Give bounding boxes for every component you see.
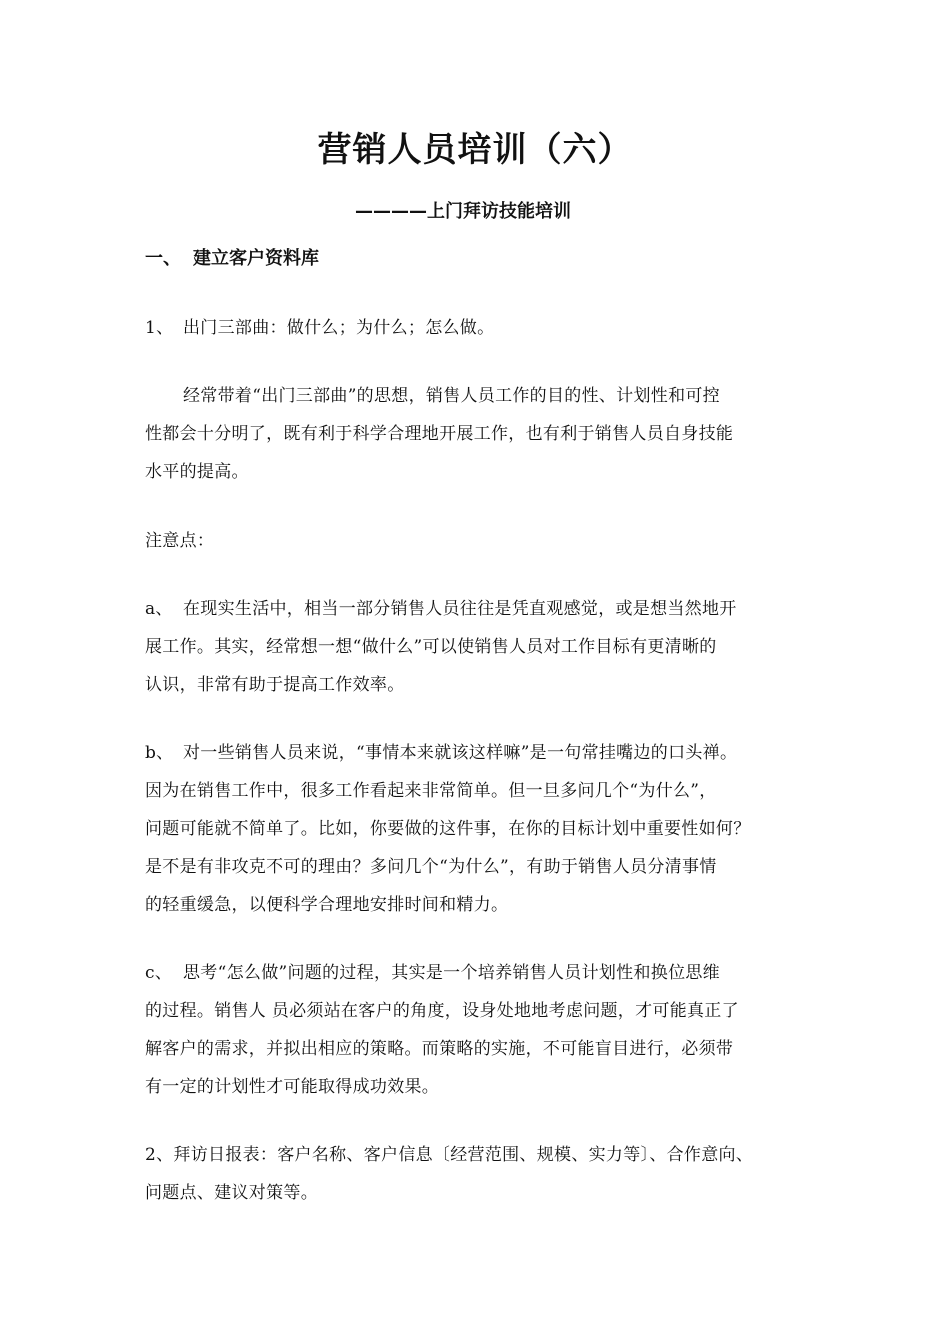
note-a-line-3: 认识，非常有助于提高工作效率。 <box>145 675 405 695</box>
item-1-text: 出门三部曲：做什么；为什么；怎么做。 <box>183 318 495 338</box>
document-title: 营销人员培训（六） <box>317 130 633 170</box>
document-subtitle: ————上门拜访技能培训 <box>355 201 571 222</box>
note-c-line-1 <box>145 961 720 985</box>
note-b-line-1 <box>145 741 737 765</box>
note-c-line-4: 有一定的计划性才可能取得成功效果。 <box>145 1077 440 1097</box>
note-c-text-1: 思考“怎么做”问题的过程，其实是一个培养销售人员计划性和换位思维 <box>183 963 720 983</box>
note-a-text-1: 在现实生活中，相当一部分销售人员往往是凭直观感觉，或是想当然地开 <box>183 599 737 619</box>
note-b-line-3: 问题可能就不简单了。比如，你要做的这件事，在你的目标计划中重要性如何？ <box>145 819 751 839</box>
note-a-marker: a、 <box>145 599 173 619</box>
notes-label: 注意点： <box>145 531 215 551</box>
note-b-line-4: 是不是有非攻克不可的理由？多问几个“为什么”，有助于销售人员分清事情 <box>145 857 717 877</box>
para-1-line-3: 水平的提高。 <box>145 462 249 482</box>
note-b-marker: b、 <box>145 743 174 763</box>
note-a-line-2: 展工作。其实，经常想一想“做什么”可以使销售人员对工作目标有更清晰的 <box>145 637 717 657</box>
note-c-line-3: 解客户的需求，并拟出相应的策略。而策略的实施，不可能盲目进行，必须带 <box>145 1039 734 1059</box>
item-1-marker: 1、 <box>145 318 174 338</box>
section-number: 一、 <box>145 248 181 269</box>
item-2-line-2: 问题点、建议对策等。 <box>145 1183 318 1203</box>
note-b-text-1: 对一些销售人员来说，“事情本来就该这样嘛”是一句常挂嘴边的口头禅。 <box>183 743 738 763</box>
note-c-line-2: 的过程。销售人 员必须站在客户的角度，设身处地地考虑问题，才可能真正了 <box>145 1001 739 1021</box>
note-b-line-2: 因为在销售工作中，很多工作看起来非常简单。但一旦多问几个“为什么”， <box>145 781 717 801</box>
para-1-line-1: 经常带着“出门三部曲”的思想，销售人员工作的目的性、计划性和可控 <box>183 386 720 406</box>
section-title: 建立客户资料库 <box>193 248 319 269</box>
section-heading <box>145 246 319 272</box>
note-c-marker: c、 <box>145 963 173 983</box>
item-1 <box>145 316 494 340</box>
para-1-line-2: 性都会十分明了，既有利于科学合理地开展工作，也有利于销售人员自身技能 <box>145 424 734 444</box>
note-a-line-1 <box>145 597 737 621</box>
note-b-line-5: 的轻重缓急，以便科学合理地安排时间和精力。 <box>145 895 509 915</box>
item-2-line-1: 2、拜访日报表：客户名称、客户信息〔经营范围、规模、实力等〕、合作意向、 <box>145 1145 754 1165</box>
